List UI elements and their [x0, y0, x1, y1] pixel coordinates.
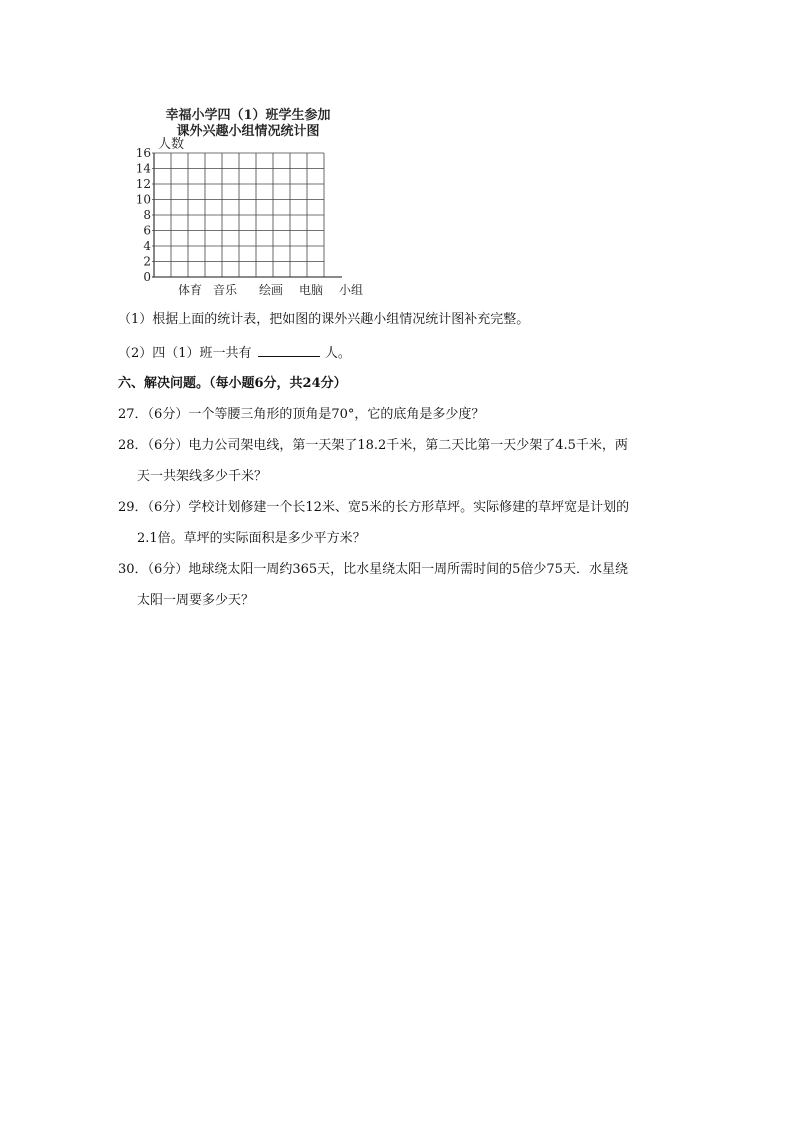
problem-30-line-1: 30．（6分）地球绕太阳一周约365天，比水星绕太阳一周所需时间的5倍少75天．水星绕 — [118, 562, 628, 577]
y-tick-label: 6 — [143, 223, 151, 238]
question-2 — [118, 343, 351, 363]
chart-x-ticks — [178, 282, 323, 297]
y-tick-label: 2 — [143, 254, 151, 269]
y-tick-label: 4 — [143, 239, 151, 253]
x-axis-label: 小组 — [338, 283, 364, 297]
section-title: 六、解决问题。（每小题6分，共24分） — [118, 376, 347, 391]
problem-29-line-2: 2.1倍。草坪的实际面积是多少平方米？ — [137, 531, 366, 546]
y-tick-label: 16 — [135, 146, 151, 160]
problem-28-line-2: 天一共架线多少千米？ — [137, 469, 268, 484]
problem-30-line-2: 太阳一周要多少天？ — [137, 593, 255, 608]
problem-27: 27．（6分）一个等腰三角形的顶角是70°，它的底角是多少度？ — [118, 407, 485, 422]
y-tick-label: 14 — [135, 161, 151, 176]
question-2-suffix: 人。 — [324, 346, 351, 361]
x-category-label: 绘画 — [258, 283, 284, 297]
answer-blank — [258, 343, 320, 357]
y-tick-label: 0 — [143, 270, 151, 284]
problem-28-line-1: 28．（6分）电力公司架电线，第一天架了18.2千米，第二天比第一天少架了4.5千米，两 — [118, 438, 628, 453]
question-2-prefix: （2）四（1）班一共有 — [118, 346, 252, 361]
problem-29-line-1: 29．（6分）学校计划修建一个长12米、宽5米的长方形草坪。实际修建的草坪宽是计划的 — [118, 500, 630, 515]
question-1: （1）根据上面的统计表，把如图的课外兴趣小组情况统计图补充完整。 — [118, 312, 530, 327]
y-tick-label: 10 — [135, 192, 151, 207]
y-tick-label: 8 — [143, 208, 151, 222]
x-category-label: 电脑 — [298, 283, 324, 297]
bar-chart — [128, 100, 378, 300]
chart-grid — [152, 153, 342, 277]
x-category-label: 体育 — [177, 283, 203, 297]
chart-plot — [128, 100, 378, 300]
y-tick-label: 12 — [135, 177, 151, 191]
y-axis-label: 人数 — [158, 137, 185, 152]
chart-title-line-2: 课外兴趣小组情况统计图 — [176, 124, 320, 139]
x-category-label: 音乐 — [212, 283, 238, 297]
chart-title-line-1: 幸福小学四（1）班学生参加 — [165, 108, 331, 123]
chart-y-ticks — [136, 146, 152, 284]
